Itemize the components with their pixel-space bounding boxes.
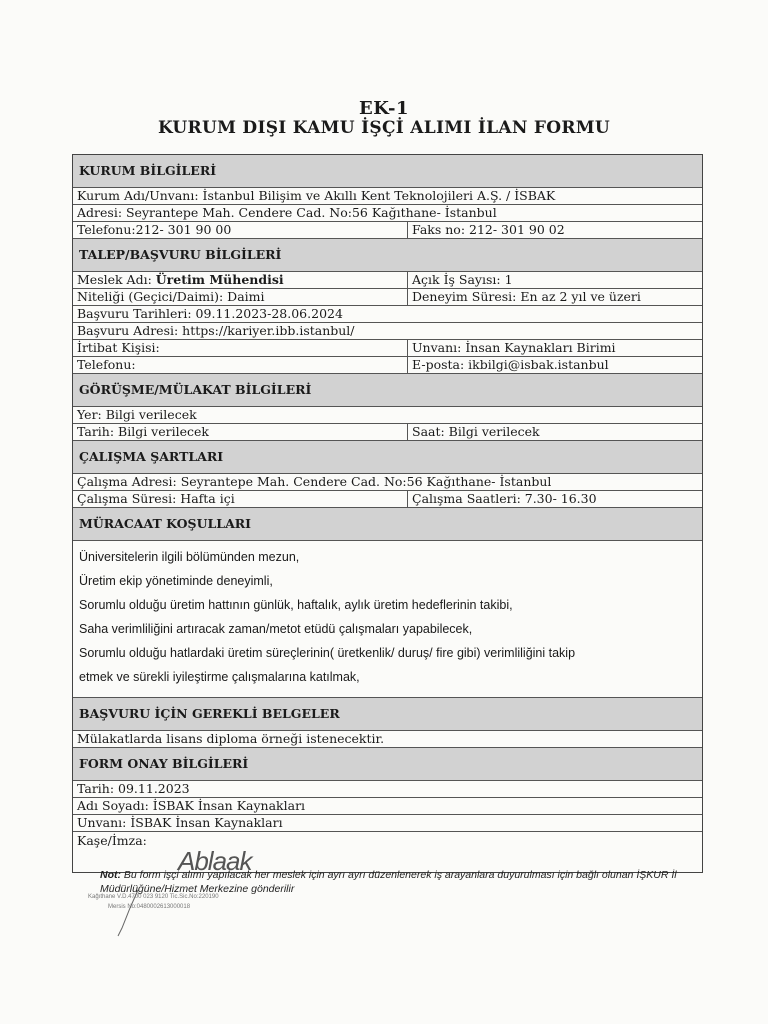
deneyim-suresi: Deneyim Süresi: En az 2 yıl ve üzeri bbox=[412, 289, 641, 304]
kurum-telefon: Telefonu:212- 301 90 00 bbox=[73, 222, 408, 238]
doc-annex-label: EK-1 bbox=[358, 98, 410, 119]
signature-mark: Ablaak bbox=[178, 846, 252, 876]
irtibat-eposta: E-posta: ikbilgi@isbak.istanbul bbox=[412, 357, 609, 372]
gorusme-yer: Yer: Bilgi verilecek bbox=[77, 407, 197, 422]
stamp-line: Mersis No:0480002613000018 bbox=[108, 904, 191, 910]
note-label: Not: bbox=[100, 869, 121, 881]
muracaat-item: Saha verimliliğini artıracak zaman/metot etüdü çalışmaları yapabilecek, bbox=[79, 622, 473, 636]
kurum-faks: Faks no: 212- 301 90 02 bbox=[412, 222, 565, 237]
calisma-suresi: Çalışma Süresi: Hafta içi bbox=[73, 491, 408, 507]
section-calisma: ÇALIŞMA ŞARTLARI bbox=[73, 441, 702, 474]
section-onay: FORM ONAY BİLGİLERİ bbox=[73, 748, 702, 781]
muracaat-item: Üniversitelerin ilgili bölümünden mezun, bbox=[79, 550, 300, 564]
gorusme-saat: Saat: Bilgi verilecek bbox=[412, 424, 540, 439]
muracaat-item: Üretim ekip yönetiminde deneyimli, bbox=[79, 574, 273, 588]
muracaat-item: Sorumlu olduğu üretim hattının günlük, haftalık, aylık üretim hedeflerinin takibi, bbox=[79, 598, 513, 612]
gorusme-tarih: Tarih: Bilgi verilecek bbox=[73, 424, 408, 440]
section-muracaat: MÜRACAAT KOŞULLARI bbox=[73, 508, 702, 541]
section-gorusme: GÖRÜŞME/MÜLAKAT BİLGİLERİ bbox=[73, 374, 702, 407]
onay-tarih: Tarih: 09.11.2023 bbox=[77, 781, 190, 796]
basvuru-adresi: Başvuru Adresi: https://kariyer.ibb.istanbul/ bbox=[77, 323, 355, 338]
niteligi: Niteliği (Geçici/Daimi): Daimi bbox=[73, 289, 408, 305]
doc-title: KURUM DIŞI KAMU İŞÇİ ALIMI İLAN FORMU bbox=[157, 118, 611, 138]
muracaat-item: etmek ve sürekli iyileştirme çalışmalarına katılmak, bbox=[79, 670, 360, 684]
note-text: Bu form işçi alımı yapılacak her meslek için ayrı ayrı düzenlenerek iş arayanlara duyurulması için bağlı olunan İŞKUR İl Müdürlüğüne/Hizmet Merkezine gönderilir bbox=[100, 869, 677, 895]
irtibat-kisisi: İrtibat Kişisi: bbox=[73, 340, 408, 356]
section-kurum: KURUM BİLGİLERİ bbox=[73, 155, 702, 188]
section-talep: TALEP/BAŞVURU BİLGİLERİ bbox=[73, 239, 702, 272]
calisma-adresi: Çalışma Adresi: Seyrantepe Mah. Cendere Cad. No:56 Kağıthane- İstanbul bbox=[77, 474, 552, 489]
stamp-line: Kağıthane V.D.4700 023 9120 Tic.Sic.No:220190 bbox=[88, 894, 219, 900]
onay-adi-soyadi: Adı Soyadı: İSBAK İnsan Kaynakları bbox=[77, 798, 306, 813]
job-posting-form bbox=[72, 154, 703, 873]
irtibat-unvani: Unvanı: İnsan Kaynakları Birimi bbox=[412, 340, 616, 355]
gerekli-belgeler: Mülakatlarda lisans diploma örneği istenecektir. bbox=[77, 731, 385, 746]
irtibat-telefon: Telefonu: bbox=[73, 357, 408, 373]
footer-note bbox=[100, 868, 710, 896]
calisma-saatleri: Çalışma Saatleri: 7.30- 16.30 bbox=[412, 491, 597, 506]
basvuru-tarihleri: Başvuru Tarihleri: 09.11.2023-28.06.2024 bbox=[77, 306, 343, 321]
muracaat-item: Sorumlu olduğu hatlardaki üretim süreçlerinin( üretkenlik/ duruş/ fire gibi) verimliliğini takip bbox=[79, 646, 576, 660]
kase-imza: Kaşe/İmza: bbox=[77, 833, 147, 848]
meslek-label: Meslek Adı: bbox=[77, 272, 156, 287]
kurum-adi: Kurum Adı/Unvanı: İstanbul Bilişim ve Akıllı Kent Teknolojileri A.Ş. / İSBAK bbox=[77, 188, 556, 203]
muracaat-list bbox=[73, 541, 702, 698]
meslek-value: Üretim Mühendisi bbox=[155, 272, 284, 287]
onay-unvani: Unvanı: İSBAK İnsan Kaynakları bbox=[77, 815, 283, 830]
section-belgeler: BAŞVURU İÇİN GEREKLİ BELGELER bbox=[73, 698, 702, 731]
meslek-adi bbox=[73, 272, 408, 288]
acik-is-sayisi: Açık İş Sayısı: 1 bbox=[412, 272, 513, 287]
kurum-adres: Adresi: Seyrantepe Mah. Cendere Cad. No:56 Kağıthane- İstanbul bbox=[77, 205, 497, 220]
